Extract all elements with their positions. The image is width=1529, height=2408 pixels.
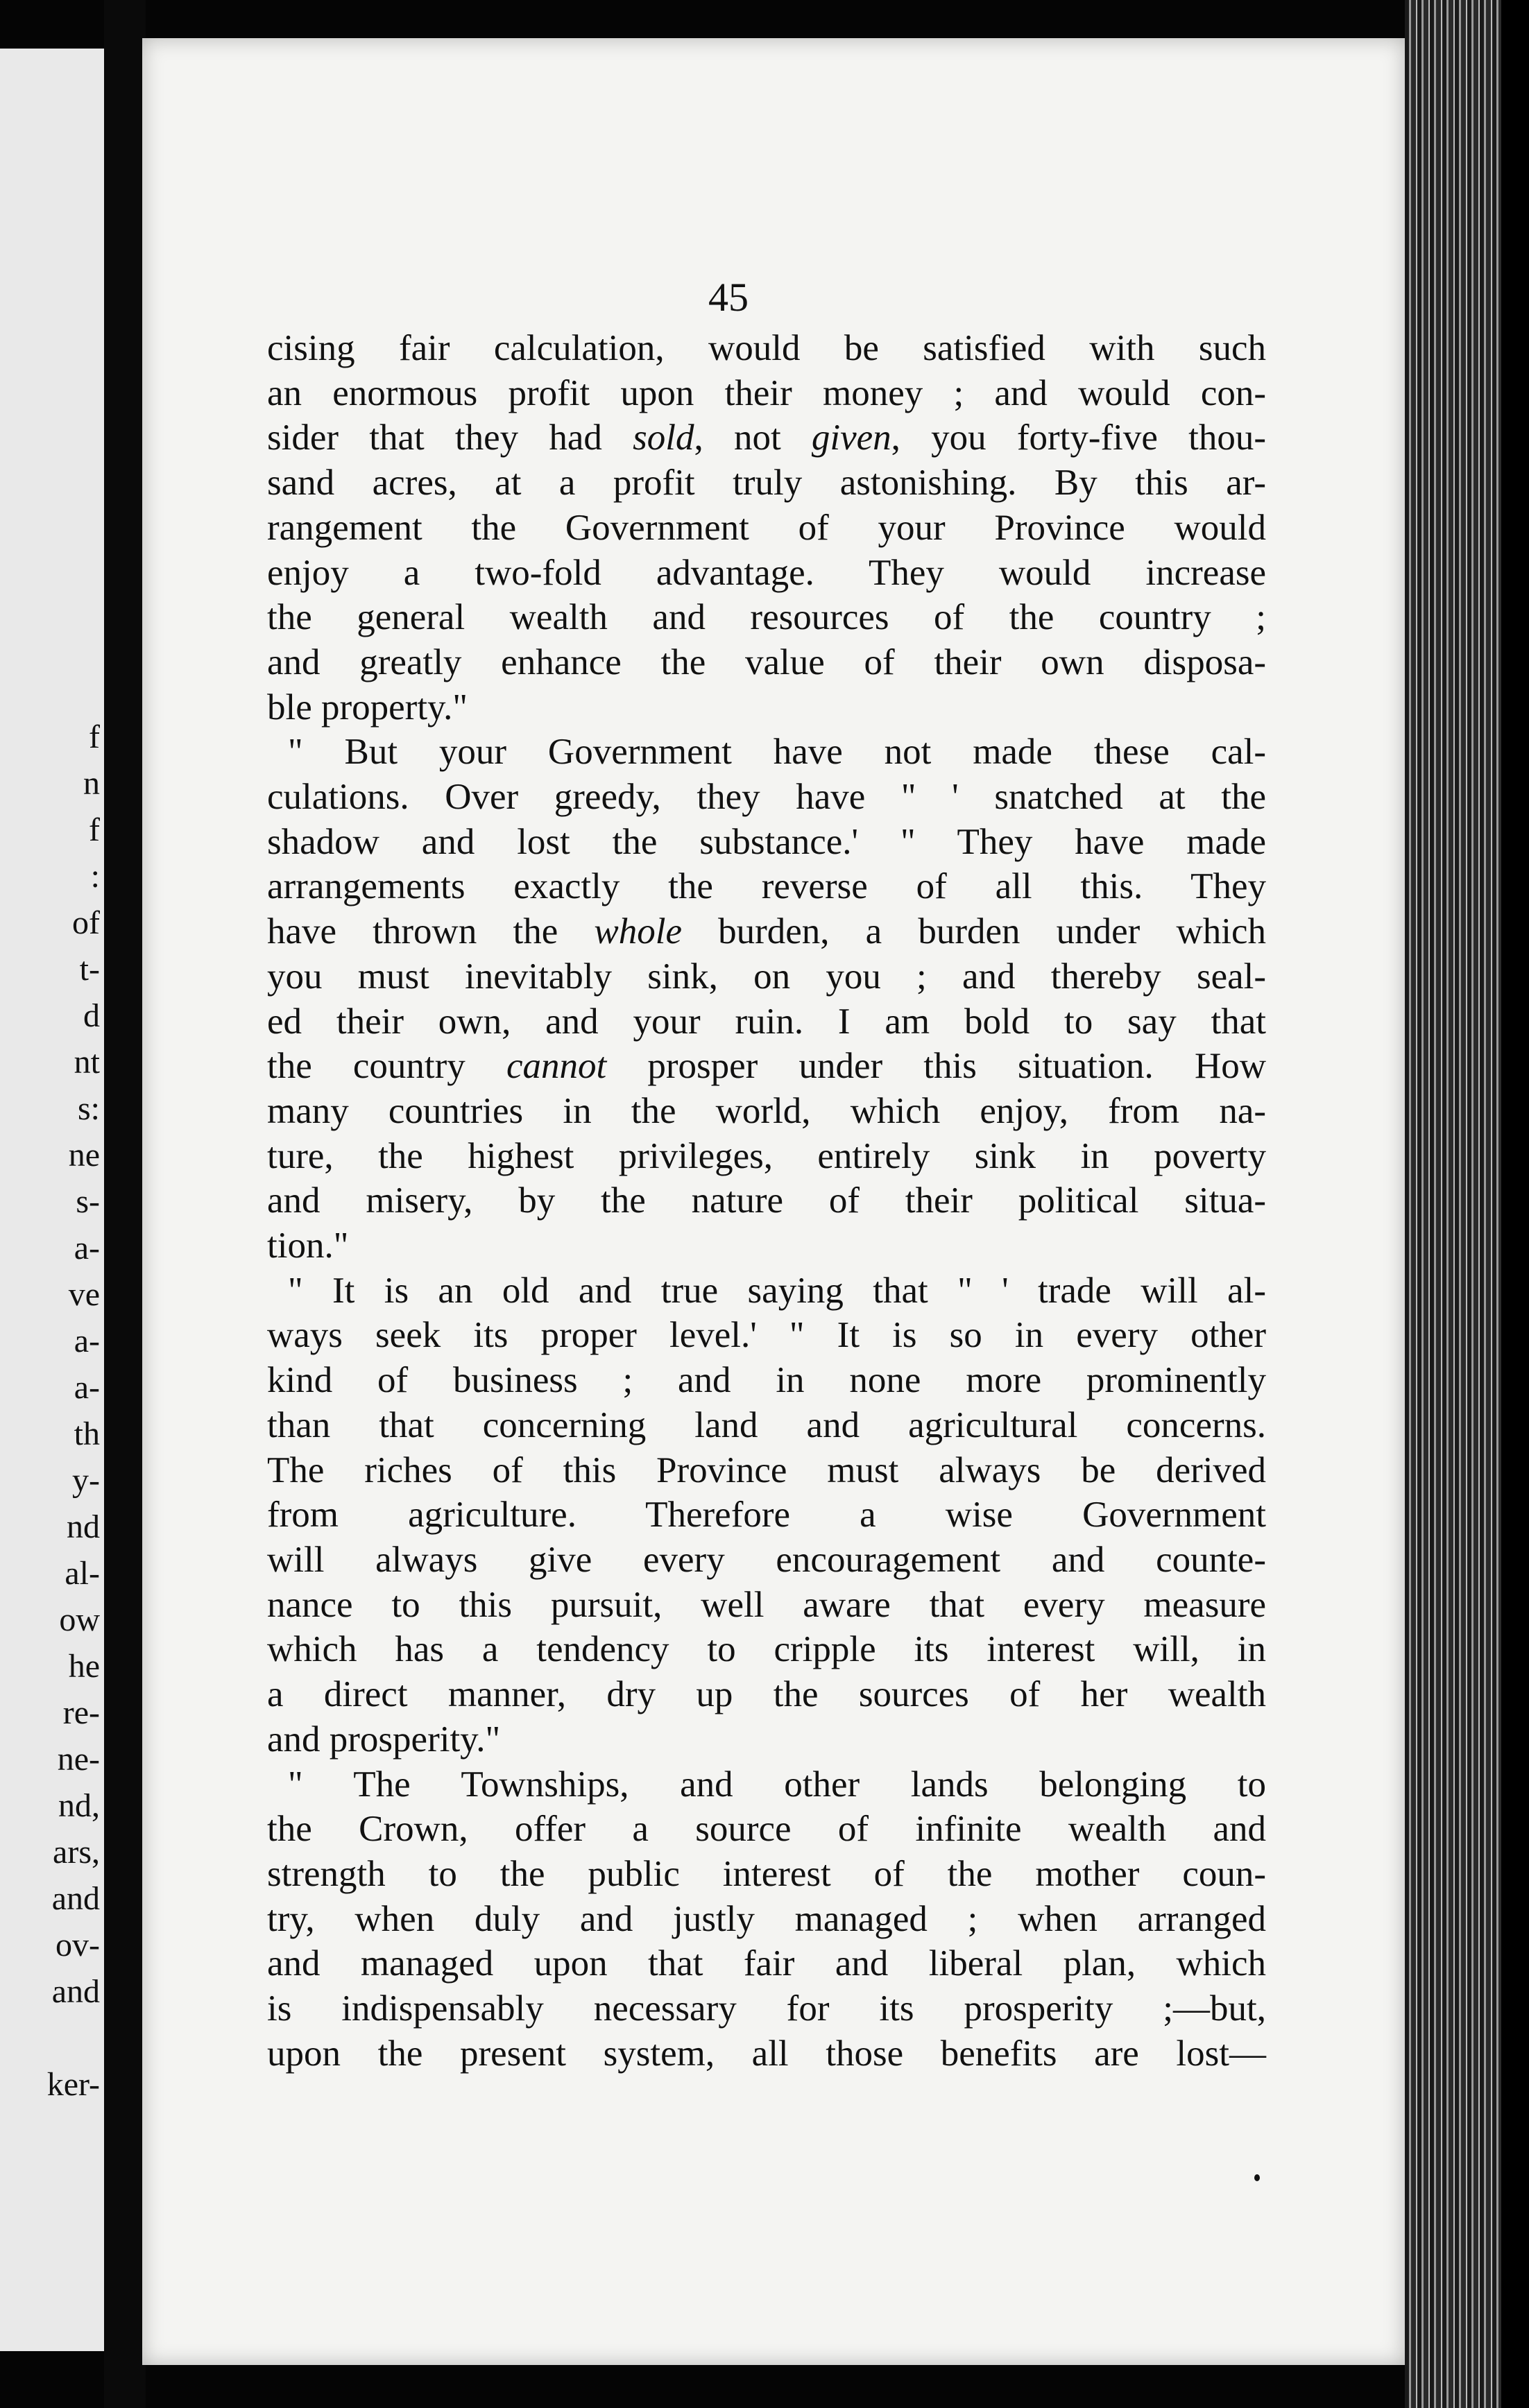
facing-page-fragment: ve xyxy=(68,1276,100,1313)
text-line: culations. Over greedy, they have " ' snatched at the xyxy=(267,777,1266,818)
text-segment: , you forty-five thou- xyxy=(891,418,1266,458)
text-line: the general wealth and resources of the country ; xyxy=(267,597,1266,638)
text-line: " It is an old and true saying that " ' trade will al- xyxy=(288,1270,1266,1311)
facing-page-fragment: and xyxy=(51,1973,100,2010)
facing-page-fragment: a- xyxy=(74,1230,100,1266)
text-line: arrangements exactly the reverse of all this. They xyxy=(267,866,1266,907)
facing-page-fragment: t- xyxy=(79,951,100,988)
italic-word: given xyxy=(811,418,891,458)
text-line: and prosperity." xyxy=(267,1719,501,1760)
facing-page-fragment: : xyxy=(90,858,100,895)
facing-page-fragment: ne xyxy=(68,1137,100,1173)
facing-page-fragment: al- xyxy=(65,1555,100,1592)
text-line: ways seek its proper level.' " It is so in every other xyxy=(267,1315,1266,1356)
text-line: an enormous profit upon their money ; and would con- xyxy=(267,372,1266,413)
text-line: you must inevitably sink, on you ; and thereby seal- xyxy=(267,956,1266,997)
left-page-edge xyxy=(0,49,104,2351)
text-line: and misery, by the nature of their political situa- xyxy=(267,1180,1266,1221)
facing-page-fragment: of xyxy=(72,904,100,941)
facing-page-fragment: th xyxy=(74,1416,100,1452)
text-segment: have thrown the xyxy=(267,911,595,952)
text-line: try, when duly and justly managed ; when arranged xyxy=(267,1898,1266,1939)
facing-page-fragment: ow xyxy=(59,1601,100,1638)
text-line: and managed upon that fair and liberal plan, which xyxy=(267,1943,1266,1984)
facing-page-fragment: nt xyxy=(74,1044,100,1081)
facing-page-fragment: ne- xyxy=(57,1741,100,1778)
facing-page-fragment: a- xyxy=(74,1369,100,1406)
facing-page-fragment: f xyxy=(89,719,100,755)
text-line: and greatly enhance the value of their own disposa- xyxy=(267,642,1266,682)
text-line: The riches of this Province must always be derived xyxy=(267,1450,1266,1490)
text-line: strength to the public interest of the mother coun- xyxy=(267,1853,1266,1894)
ink-mark xyxy=(1254,2174,1260,2181)
text-line: kind of business ; and in none more prominently xyxy=(267,1360,1266,1401)
text-line xyxy=(267,909,1266,954)
text-line: nance to this pursuit, well aware that every measure xyxy=(267,1584,1266,1625)
body-text xyxy=(267,326,1266,2076)
text-line: ble property." xyxy=(267,687,468,728)
text-segment: , not xyxy=(694,418,812,458)
facing-page-fragment: n xyxy=(83,765,100,802)
text-line: upon the present system, all those benefits are lost— xyxy=(267,2033,1266,2074)
text-segment: the country xyxy=(267,1046,506,1087)
text-line: will always give every encouragement and counte- xyxy=(267,1539,1266,1580)
facing-page-fragment: s: xyxy=(77,1090,100,1127)
facing-page-fragment: y- xyxy=(72,1462,100,1499)
facing-page-fragment: d xyxy=(83,997,100,1034)
text-line: tion." xyxy=(267,1226,349,1266)
text-segment: sider that they had xyxy=(267,418,633,458)
page-number: 45 xyxy=(708,275,749,320)
text-segment: burden, a burden under which xyxy=(681,911,1266,952)
text-line: ed their own, and your ruin. I am bold to say that xyxy=(267,1001,1266,1042)
facing-page-fragment: he xyxy=(68,1648,100,1685)
text-line: the Crown, offer a source of infinite wealth and xyxy=(267,1809,1266,1850)
text-line: cising fair calculation, would be satisfied with such xyxy=(267,328,1266,368)
facing-page-fragment: ker- xyxy=(46,2066,100,2103)
text-line: from agriculture. Therefore a wise Government xyxy=(267,1495,1266,1536)
italic-word: whole xyxy=(594,911,682,952)
text-line: rangement the Government of your Province would xyxy=(267,507,1266,548)
text-line: ture, the highest privileges, entirely sink in poverty xyxy=(267,1135,1266,1176)
text-segment: prosper under this situation. How xyxy=(606,1046,1266,1087)
facing-page-fragment: s- xyxy=(76,1183,100,1220)
text-line: shadow and lost the substance.' " They have made xyxy=(267,821,1266,862)
facing-page-fragment: nd xyxy=(67,1508,100,1545)
text-line: sand acres, at a profit truly astonishing. By this ar- xyxy=(267,463,1266,504)
page-stack-edge xyxy=(1405,0,1529,2408)
facing-page-fragment: ov- xyxy=(55,1927,100,1963)
italic-word: sold xyxy=(633,418,694,458)
facing-page-fragment: f xyxy=(89,811,100,848)
facing-page-fragment: re- xyxy=(62,1694,100,1731)
text-line: " But your Government have not made these cal- xyxy=(288,732,1266,773)
facing-page-fragment: and xyxy=(51,1880,100,1917)
book-gutter xyxy=(104,0,146,2408)
text-line: a direct manner, dry up the sources of her wealth xyxy=(267,1674,1266,1715)
text-line: which has a tendency to cripple its interest will, in xyxy=(267,1629,1266,1670)
text-line: enjoy a two-fold advantage. They would increase xyxy=(267,552,1266,593)
italic-word: cannot xyxy=(506,1046,607,1087)
facing-page-fragment: nd, xyxy=(58,1787,100,1824)
text-line xyxy=(267,415,1266,461)
facing-page-fragment: a- xyxy=(74,1323,100,1359)
text-line: is indispensably necessary for its prosperity ;—but, xyxy=(267,1988,1266,2029)
text-line xyxy=(267,1044,1266,1089)
text-line: " The Townships, and other lands belonging to xyxy=(288,1764,1266,1805)
text-line: many countries in the world, which enjoy, from na- xyxy=(267,1090,1266,1131)
text-line: than that concerning land and agricultural concerns. xyxy=(267,1404,1266,1445)
facing-page-fragment: ars, xyxy=(53,1834,100,1871)
